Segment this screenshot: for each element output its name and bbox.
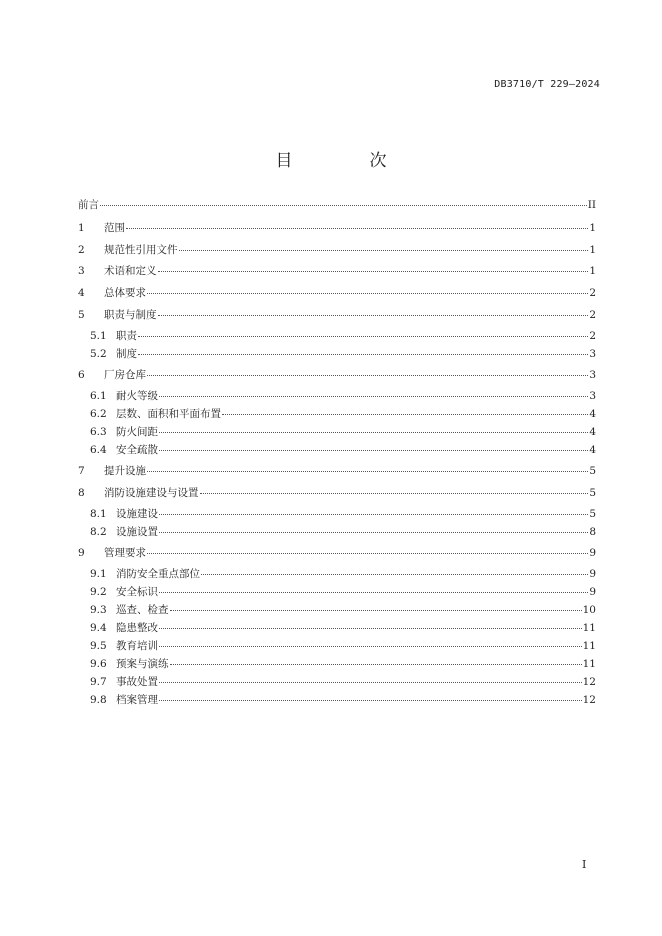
- toc-entry-page: 11: [582, 658, 596, 670]
- toc-entry-page: 5: [589, 508, 596, 520]
- toc-entry-number: 9.1: [90, 568, 107, 580]
- toc-entry[interactable]: [90, 525, 596, 539]
- page-number: I: [582, 858, 587, 871]
- toc-leader-dots: [201, 574, 588, 575]
- toc-entry-page: 2: [589, 330, 596, 342]
- toc-entry-number: 6.2: [90, 408, 107, 420]
- toc-entry-label: 设施设置: [116, 526, 158, 538]
- toc-entry[interactable]: [78, 264, 596, 278]
- toc-entry-label: 巡查、检查: [116, 604, 169, 616]
- toc-entry-label: 设施建设: [116, 508, 158, 520]
- toc-entry[interactable]: [90, 407, 596, 421]
- toc-entry[interactable]: [90, 657, 596, 671]
- toc-leader-dots: [138, 354, 588, 355]
- toc-leader-dots: [222, 414, 588, 415]
- toc-entry-page: 4: [589, 444, 596, 456]
- toc-leader-dots: [159, 432, 588, 433]
- toc-entry-label: 层数、面积和平面布置: [116, 408, 221, 420]
- toc-entry[interactable]: [90, 675, 596, 689]
- toc-leader-dots: [158, 271, 589, 272]
- toc-leader-dots: [170, 610, 582, 611]
- toc-entry[interactable]: [90, 621, 596, 635]
- toc-leader-dots: [159, 646, 582, 647]
- toc-leader-dots: [159, 628, 582, 629]
- toc-leader-dots: [147, 553, 588, 554]
- toc-entry-label: 总体要求: [104, 287, 146, 299]
- toc-entry[interactable]: [78, 546, 596, 560]
- toc-entry-page: 11: [582, 640, 596, 652]
- toc-entry-number: 8.2: [90, 526, 107, 538]
- toc-entry[interactable]: [90, 425, 596, 439]
- toc-leader-dots: [159, 592, 588, 593]
- toc-entry-label: 管理要求: [104, 547, 146, 559]
- toc-entry-page: 3: [589, 390, 596, 402]
- toc-entry[interactable]: [90, 329, 596, 343]
- toc-entry-number: 6.4: [90, 444, 107, 456]
- toc-entry-label: 职责与制度: [104, 309, 157, 321]
- toc-entry-number: 9.5: [90, 640, 107, 652]
- toc-entry[interactable]: [78, 368, 596, 382]
- toc-entry[interactable]: [90, 639, 596, 653]
- toc-entry-number: 8.1: [90, 508, 107, 520]
- toc-entry-page: II: [587, 199, 596, 211]
- toc-entry-number: 9.3: [90, 604, 107, 616]
- toc-entry-number: 9.4: [90, 622, 107, 634]
- toc-leader-dots: [147, 375, 588, 376]
- toc-entry-number: 5: [78, 309, 85, 321]
- toc-entry-page: 9: [589, 586, 596, 598]
- toc-entry-page: 1: [589, 222, 596, 234]
- toc-entry[interactable]: [90, 443, 596, 457]
- toc-entry-number: 9.2: [90, 586, 107, 598]
- toc-entry-label: 术语和定义: [104, 265, 157, 277]
- toc-entry-label: 制度: [116, 348, 137, 360]
- toc-leader-dots: [138, 336, 588, 337]
- toc-entry-label: 范围: [104, 222, 125, 234]
- toc-entry-page: 3: [589, 348, 596, 360]
- toc-leader-dots: [126, 228, 588, 229]
- toc-entry-page: 12: [582, 694, 596, 706]
- toc-entry[interactable]: [78, 486, 596, 500]
- toc-entry-number: 8: [78, 487, 85, 499]
- toc-entry[interactable]: [90, 603, 596, 617]
- toc-entry-label: 教育培训: [116, 640, 158, 652]
- toc-entry[interactable]: [78, 308, 596, 322]
- toc-entry-number: 6.3: [90, 426, 107, 438]
- toc-leader-dots: [179, 250, 589, 251]
- toc-leader-dots: [200, 493, 589, 494]
- toc-leader-dots: [159, 532, 588, 533]
- toc-entry-number: 6.1: [90, 390, 107, 402]
- toc-entry-page: 8: [589, 526, 596, 538]
- toc-entry-page: 2: [589, 287, 596, 299]
- toc-entry-page: 1: [589, 244, 596, 256]
- toc-entry-label: 档案管理: [116, 694, 158, 706]
- toc-entry[interactable]: [90, 507, 596, 521]
- toc-entry-label: 消防设施建设与设置: [104, 487, 199, 499]
- toc-entry-label: 提升设施: [104, 465, 146, 477]
- toc-entry-label: 安全疏散: [116, 444, 158, 456]
- toc-entry-page: 11: [582, 622, 596, 634]
- toc-entry-number: 9.6: [90, 658, 107, 670]
- toc-entry-label: 防火间距: [116, 426, 158, 438]
- toc-leader-dots: [100, 205, 587, 206]
- toc-entry-number: 5.2: [90, 348, 107, 360]
- toc-entry-number: 9: [78, 547, 85, 559]
- toc-leader-dots: [158, 315, 589, 316]
- toc-entry-label: 事故处置: [116, 676, 158, 688]
- toc-entry-label: 隐患整改: [116, 622, 158, 634]
- toc-entry-page: 3: [589, 369, 596, 381]
- toc-entry-page: 12: [582, 676, 596, 688]
- toc-entry-label: 预案与演练: [116, 658, 169, 670]
- toc-entry-page: 4: [589, 408, 596, 420]
- toc-entry-label: 前言: [78, 199, 99, 211]
- toc-entry-number: 7: [78, 465, 85, 477]
- toc-entry-page: 5: [589, 487, 596, 499]
- toc-entry-page: 5: [589, 465, 596, 477]
- toc-entry-page: 10: [582, 604, 596, 616]
- toc-entry-page: 2: [589, 309, 596, 321]
- toc-entry[interactable]: [90, 389, 596, 403]
- toc-leader-dots: [159, 700, 582, 701]
- toc-entry[interactable]: [78, 286, 596, 300]
- toc-entry-number: 5.1: [90, 330, 107, 342]
- toc-leader-dots: [159, 396, 588, 397]
- toc-leader-dots: [147, 293, 588, 294]
- toc-entry[interactable]: [90, 347, 596, 361]
- toc-entry[interactable]: [90, 693, 596, 707]
- toc-entry-number: 1: [78, 222, 85, 234]
- toc-entry-label: 规范性引用文件: [104, 244, 178, 256]
- toc-entry-label: 职责: [116, 330, 137, 342]
- toc-entry-number: 2: [78, 244, 85, 256]
- toc-entry-label: 厂房仓库: [104, 369, 146, 381]
- toc-entry-number: 4: [78, 287, 85, 299]
- toc-leader-dots: [159, 514, 588, 515]
- toc-entry-number: 9.7: [90, 676, 107, 688]
- toc-entry-page: 1: [589, 265, 596, 277]
- toc-entry[interactable]: [78, 198, 596, 212]
- toc-leader-dots: [159, 682, 582, 683]
- toc-entry-label: 耐火等级: [116, 390, 158, 402]
- toc-entry[interactable]: [90, 567, 596, 581]
- toc-entry-label: 安全标识: [116, 586, 158, 598]
- toc-entry-page: 4: [589, 426, 596, 438]
- toc-entry-number: 6: [78, 369, 85, 381]
- toc-entry[interactable]: [78, 464, 596, 478]
- toc-entry-label: 消防安全重点部位: [116, 568, 200, 580]
- document-code: DB3710/T 229—2024: [494, 79, 600, 90]
- toc-leader-dots: [159, 450, 588, 451]
- toc-entry-number: 3: [78, 265, 85, 277]
- toc-entry[interactable]: [90, 585, 596, 599]
- toc-entry[interactable]: [78, 221, 596, 235]
- toc-leader-dots: [170, 664, 582, 665]
- toc-entry[interactable]: [78, 243, 596, 257]
- toc-entry-page: 9: [589, 547, 596, 559]
- toc-title: 目 次: [275, 151, 417, 171]
- toc-entry-number: 9.8: [90, 694, 107, 706]
- toc-entry-page: 9: [589, 568, 596, 580]
- toc-leader-dots: [147, 471, 588, 472]
